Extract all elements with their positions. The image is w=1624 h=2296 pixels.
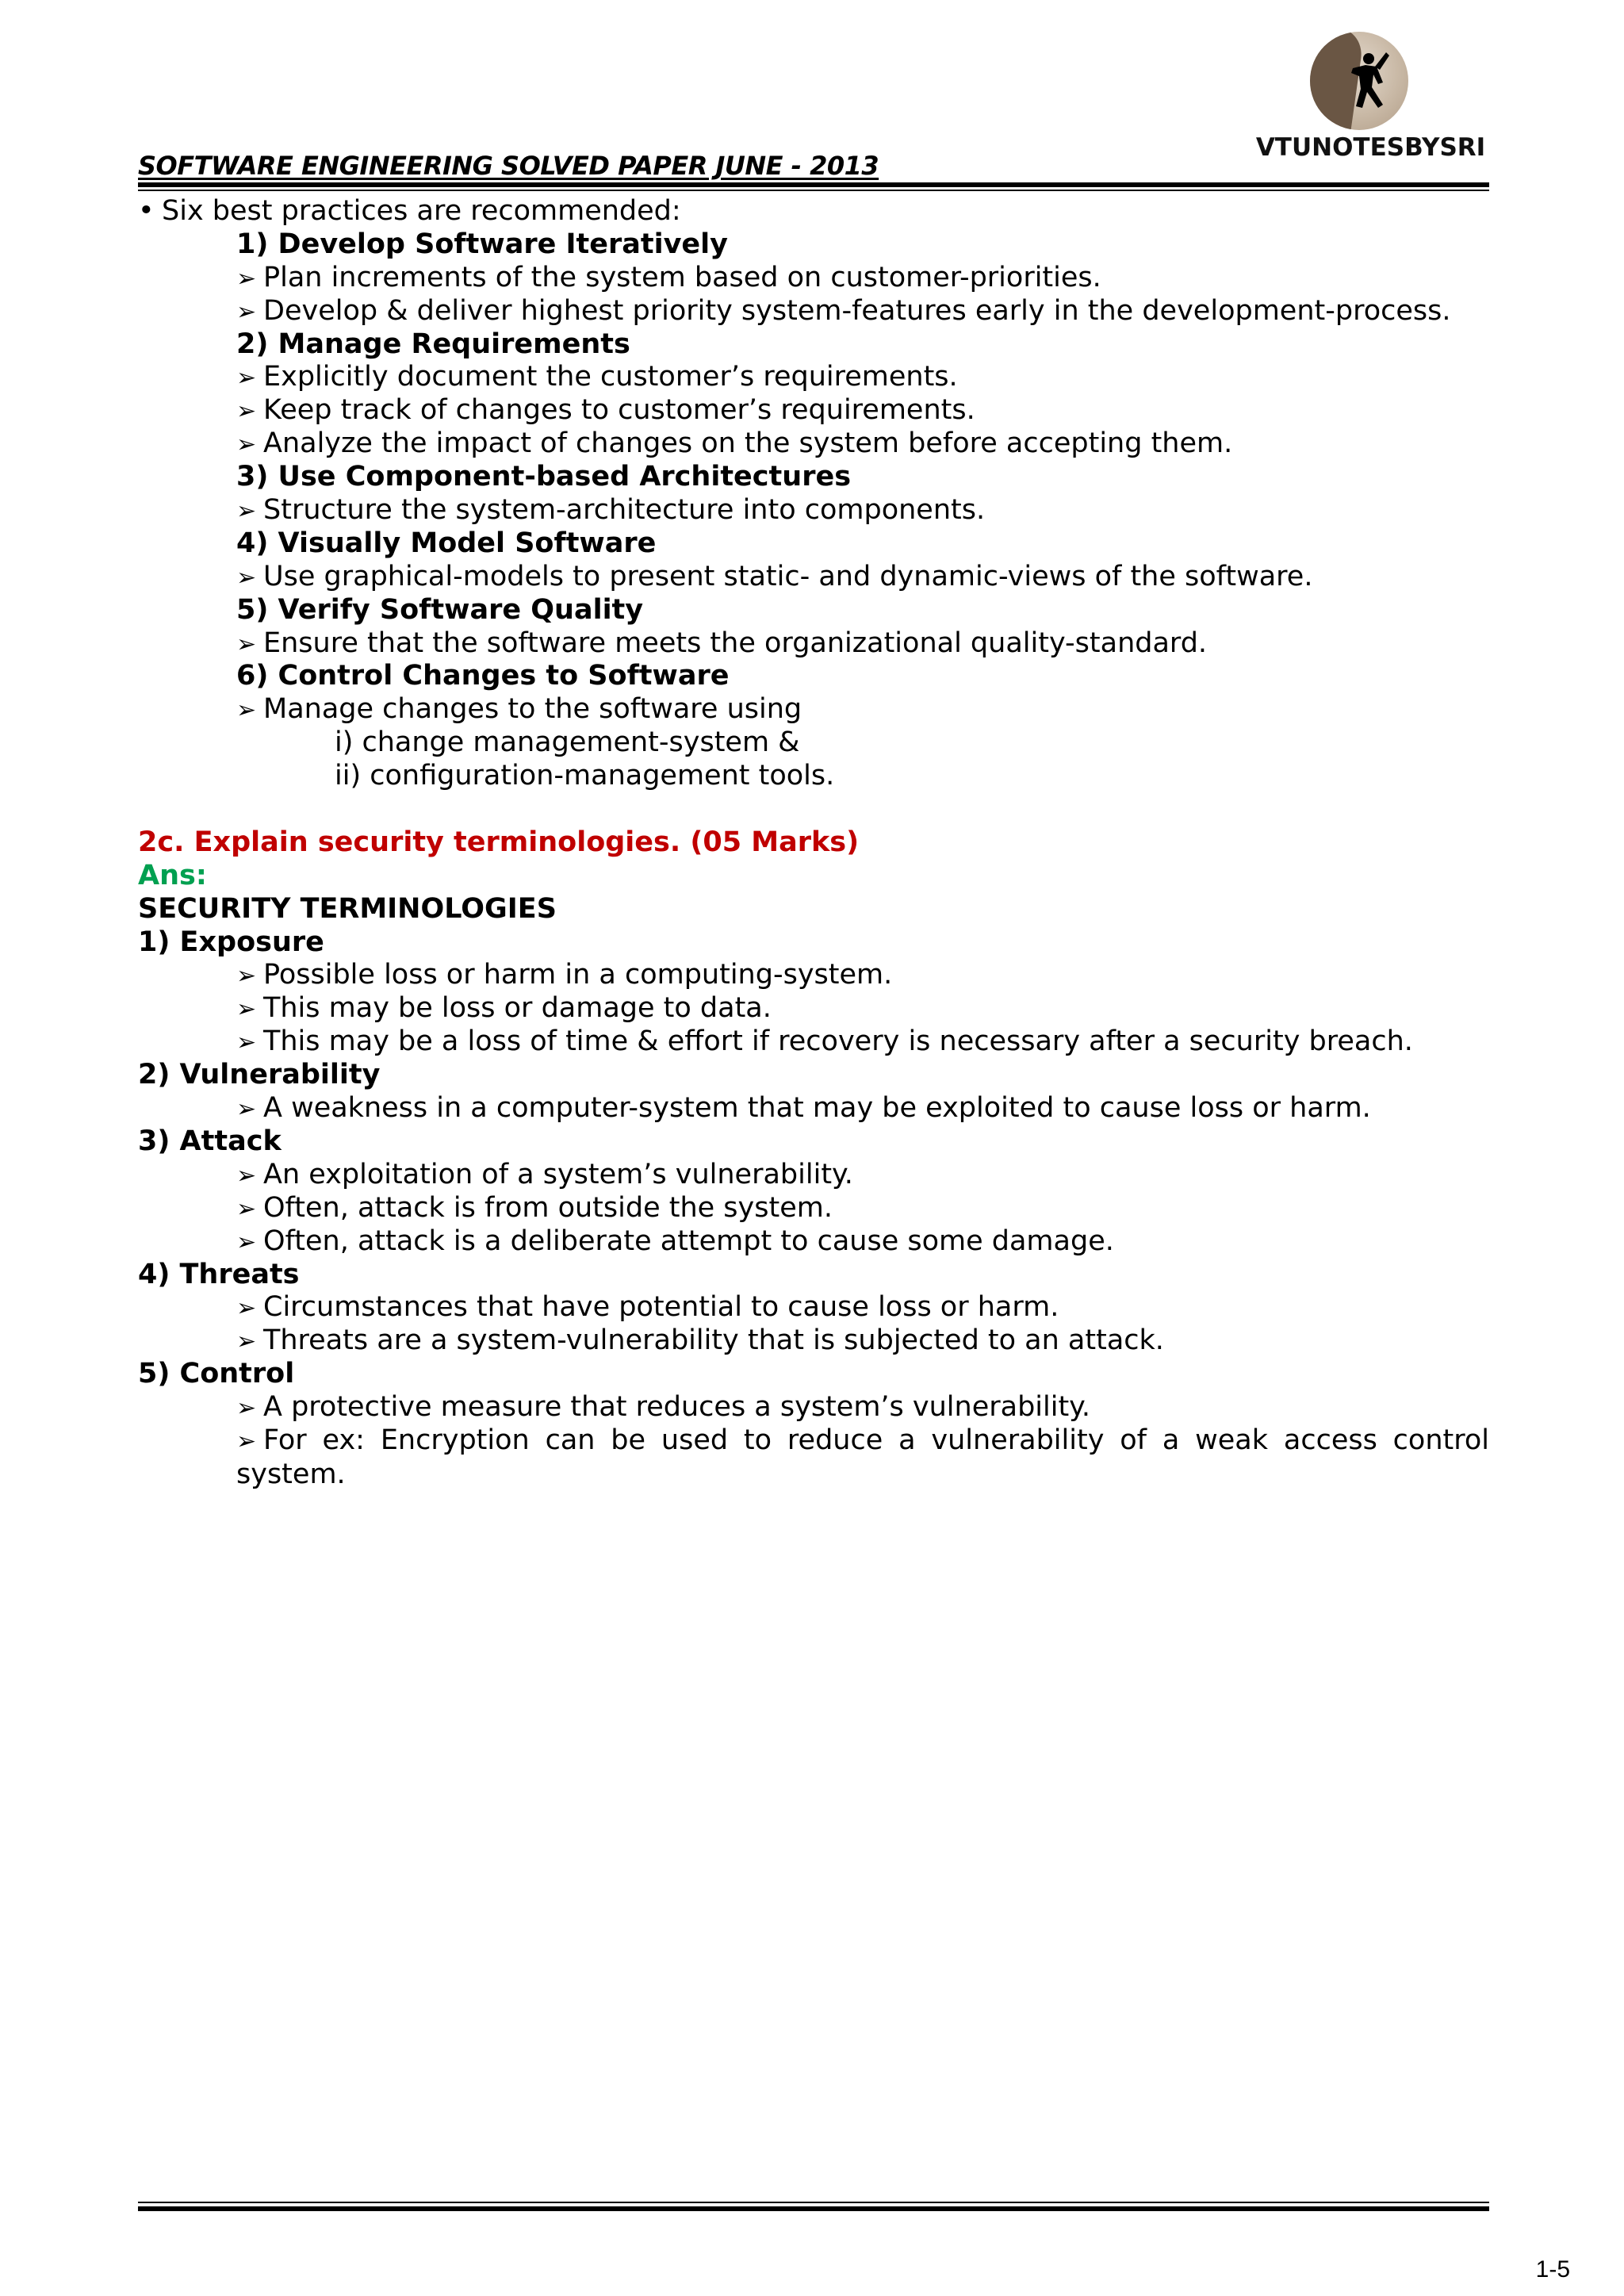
line-text: system. (236, 1458, 346, 1490)
arrow-list-item (138, 1391, 1489, 1424)
bullet-icon: • (138, 195, 155, 227)
arrow-list-item (138, 627, 1489, 661)
arrow-list-item (138, 361, 1489, 394)
line-text: 4) Threats (138, 1258, 300, 1290)
line-text: Ans: (138, 859, 207, 891)
line-text: 3) Attack (138, 1125, 282, 1157)
line-text: Plan increments of the system based on customer-priorities. (263, 261, 1101, 293)
section-heading (138, 1259, 1489, 1292)
footer-divider (138, 2206, 1489, 2211)
arrow-bullet-icon: ➢ (236, 1328, 257, 1356)
arrow-bullet-icon: ➢ (236, 397, 257, 426)
arrow-list-item (138, 394, 1489, 427)
arrow-list-item (138, 1092, 1489, 1125)
line-text: Manage changes to the software using (263, 693, 802, 726)
section-heading (138, 926, 1489, 960)
arrow-bullet-icon: ➢ (236, 431, 257, 459)
text-line (138, 726, 1489, 760)
line-text: A weakness in a computer-system that may be exploited to cause loss or harm. (263, 1092, 1371, 1125)
line-text: 5) Verify Software Quality (236, 593, 644, 626)
logo-text: VTUNOTESBYSRI (1255, 133, 1486, 162)
section-heading (138, 660, 1489, 693)
line-text: Structure the system-architecture into components. (263, 494, 986, 527)
page-header-title: SOFTWARE ENGINEERING SOLVED PAPER JUNE - 2013 (138, 151, 879, 181)
text-line (138, 1458, 1489, 1492)
arrow-bullet-icon: ➢ (236, 1427, 257, 1455)
line-text: Use graphical-models to present static- and dynamic-views of the software. (263, 560, 1313, 592)
arrow-bullet-icon: ➢ (236, 1095, 257, 1124)
arrow-list-item (138, 427, 1489, 461)
document-body (138, 195, 1489, 1492)
line-text: 2) Manage Requirements (236, 328, 630, 360)
arrow-bullet-icon: ➢ (236, 1161, 257, 1190)
line-text: 5) Control (138, 1358, 295, 1390)
page-number: 1-5 (1535, 2256, 1570, 2283)
arrow-bullet-icon: ➢ (236, 297, 257, 326)
arrow-list-item (138, 1324, 1489, 1358)
line-text: This may be loss or damage to data. (263, 992, 772, 1025)
line-text: An exploitation of a system’s vulnerability. (263, 1158, 853, 1190)
line-text: Threats are a system-vulnerability that is subjected to an attack. (263, 1324, 1164, 1357)
line-text: Often, attack is a deliberate attempt to cause some damage. (263, 1225, 1114, 1257)
line-text: ii) configuration-management tools. (335, 760, 835, 792)
line-text: Develop & deliver highest priority system-features early in the development-process. (263, 294, 1451, 327)
section-heading (138, 527, 1489, 561)
section-heading (138, 228, 1489, 262)
line-text: 1) Develop Software Iteratively (236, 228, 728, 260)
arrow-bullet-icon: ➢ (236, 1194, 257, 1223)
arrow-bullet-icon: ➢ (236, 630, 257, 658)
arrow-list-item (138, 1025, 1489, 1059)
section-heading (138, 461, 1489, 494)
arrow-list-item (138, 494, 1489, 527)
line-text: Six best practices are recommended: (162, 195, 681, 227)
bullet-list-item (138, 195, 1489, 228)
arrow-list-item (138, 561, 1489, 594)
arrow-bullet-icon: ➢ (236, 995, 257, 1024)
line-text: 2c. Explain security terminologies. (05 Marks) (138, 826, 860, 858)
line-text: 3) Use Component-based Architectures (236, 461, 852, 493)
arrow-list-item (138, 1291, 1489, 1324)
line-text: This may be a loss of time & effort if recovery is necessary after a security breach. (263, 1025, 1413, 1058)
arrow-bullet-icon: ➢ (236, 1029, 257, 1057)
arrow-list-item (138, 959, 1489, 992)
arrow-list-item (138, 262, 1489, 295)
arrow-list-item (138, 1192, 1489, 1225)
line-text: Possible loss or harm in a computing-system. (263, 959, 893, 991)
site-logo (1242, 24, 1500, 167)
arrow-list-item (138, 1424, 1489, 1458)
line-text: Analyze the impact of changes on the system before accepting them. (263, 427, 1233, 460)
arrow-list-item (138, 1225, 1489, 1259)
arrow-list-item (138, 1159, 1489, 1192)
section-heading (138, 893, 1489, 926)
arrow-bullet-icon: ➢ (236, 364, 257, 393)
header-divider-thin (138, 190, 1489, 191)
line-text: 2) Vulnerability (138, 1059, 381, 1091)
climber-logo-icon (1310, 32, 1408, 130)
section-heading (138, 328, 1489, 362)
arrow-list-item (138, 295, 1489, 328)
line-text: Often, attack is from outside the system. (263, 1191, 833, 1224)
arrow-bullet-icon: ➢ (236, 264, 257, 293)
line-text: A protective measure that reduces a system’s vulnerability. (263, 1391, 1091, 1424)
footer-divider-thin (138, 2202, 1489, 2203)
arrow-bullet-icon: ➢ (236, 497, 257, 526)
line-text: Circumstances that have potential to cause loss or harm. (263, 1291, 1059, 1324)
arrow-list-item (138, 693, 1489, 726)
line-text: Ensure that the software meets the organizational quality-standard. (263, 627, 1208, 659)
arrow-list-item (138, 992, 1489, 1025)
line-text: 6) Control Changes to Software (236, 660, 730, 692)
question-heading (138, 826, 1489, 860)
line-text: 1) Exposure (138, 926, 324, 958)
section-heading (138, 1059, 1489, 1092)
blank-line (138, 793, 1489, 826)
arrow-bullet-icon: ➢ (236, 1294, 257, 1323)
line-text: 4) Visually Model Software (236, 527, 657, 559)
line-text: Explicitly document the customer’s requirements. (263, 361, 958, 393)
line-text: Keep track of changes to customer’s requirements. (263, 394, 975, 427)
text-line (138, 760, 1489, 793)
line-text: i) change management-system & (335, 726, 800, 759)
answer-label (138, 860, 1489, 893)
arrow-bullet-icon: ➢ (236, 1228, 257, 1256)
section-heading (138, 1125, 1489, 1159)
section-heading (138, 1358, 1489, 1391)
arrow-bullet-icon: ➢ (236, 563, 257, 592)
line-text: SECURITY TERMINOLOGIES (138, 892, 557, 925)
arrow-bullet-icon: ➢ (236, 696, 257, 725)
arrow-bullet-icon: ➢ (236, 1394, 257, 1423)
header-divider (138, 182, 1489, 187)
arrow-bullet-icon: ➢ (236, 962, 257, 991)
line-text: For ex: Encryption can be used to reduce a vulnerability of a weak access control (263, 1424, 1489, 1456)
section-heading (138, 594, 1489, 627)
